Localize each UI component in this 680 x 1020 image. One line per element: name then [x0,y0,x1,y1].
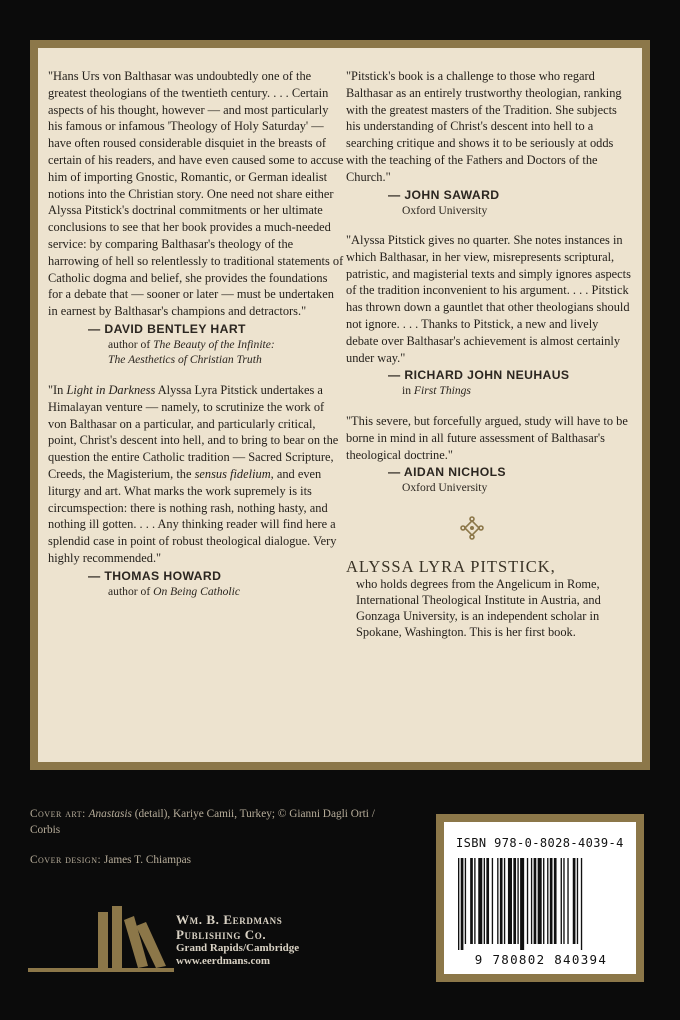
barcode-bar [478,858,482,944]
attribution-name: — RICHARD JOHN NEUHAUS [388,368,570,383]
barcode-bar [461,858,464,950]
back-cover-frame [30,40,650,770]
barcode-bar [563,858,564,944]
barcode-icon [456,858,624,950]
barcode-bar [492,858,493,944]
isbn-label: ISBN 978-0-8028-4039-4 [456,836,624,850]
barcode-box [436,814,644,982]
author-name: ALYSSA LYRA PITSTICK, [346,556,556,576]
quote-saward [346,68,632,218]
cover-art-details: (detail), Kariye Camii, Turkey; © Gianni Dagli Orti / Corbis [30,808,375,836]
publisher-website: www.eerdmans.com [176,955,271,967]
affiliation-title: First Things [413,384,471,398]
barcode-bar [531,858,532,944]
barcode-panel [444,822,636,974]
publisher-city: Grand Rapids/Cambridge [176,942,300,954]
barcode-bar [486,858,489,944]
attribution-affiliation [346,383,632,399]
attribution [346,187,632,219]
quote-segment: "Hans Urs von Balthasar was undoubtedly one of the greatest theologians of the twentieth century. . . . Certain aspects of his thought, however — and most particularly his famous or infamous 'Theology of Holy Saturday' — have often roused considerable disquiet in the breasts of certain of his readers, and have even caused some to accuse him of importing Gnostic, Romantic, or German idealist notions into the Christian story. One need not share either Alyssa Pitstick's doctrinal commitments or her ultimate conclusions to see that her book provides a much-needed service: by comparing Balthasar's theology of the harrowing of hell so relentlessly to traditional statements of Catholic dogma and belief, she provides the foundations for a debate that — sooner or later — must be undertaken in earnest by Balthasar's champions and detractors." [48,69,344,319]
left-column [48,68,344,609]
barcode-bar [497,858,498,944]
right-column [346,68,632,640]
attribution-affiliation [48,584,344,600]
barcode-bar [577,858,578,944]
attribution [346,464,632,496]
cover-design-credit [30,852,191,868]
barcode-bar [581,858,582,950]
quote-segment: and even liturgy and art. What marks the work supremely is its circumspection: there is nothing rash, nothing hasty, and nothing ill gotten. . . . Any thinking reader will find here a splendid case in point of robust theological dialogue. Very highly recommended." [48,466,337,565]
attribution [48,568,344,600]
barcode-bar [554,858,557,944]
quote-text [48,382,344,567]
affiliation-prefix: in [402,384,414,398]
barcode-bar [550,858,553,944]
cover-art-title: Anastasis [88,808,132,820]
affiliation-prefix: author of [108,337,154,351]
attribution-affiliation: Oxford University [402,481,488,495]
attribution-name: — THOMAS HOWARD [88,568,222,583]
blurb-panel [38,48,642,762]
ornament-icon [460,516,484,540]
quote-hart [48,68,344,368]
publisher-info [176,912,299,968]
barcode-bar [547,858,548,944]
barcode-bar [561,858,562,944]
quote-italic-term: sensus fidelium, [194,466,274,481]
quote-neuhaus [346,232,632,399]
barcode-bar [513,858,516,944]
publisher-name-line2: Publishing Co. [176,927,267,942]
quote-text [48,68,344,320]
affiliation-title-line2: The Aesthetics of Christian Truth [108,353,262,367]
barcode-bar [508,858,512,944]
publisher-name-line1: Wm. B. Eerdmans [176,912,283,927]
barcode-bar [465,858,466,944]
attribution-name: — JOHN SAWARD [388,187,500,202]
barcode-bar [520,858,524,950]
publisher-logo-icon [28,902,174,974]
attribution-affiliation [48,337,344,368]
quote-text: "This severe, but forcefully argued, study will have to be borne in mind in all future assessment of Balthasar's theological doctrine." [346,413,628,462]
attribution [48,321,344,368]
barcode-bar [538,858,542,944]
cover-art-label: Cover art: [30,808,86,820]
barcode-bar [534,858,537,944]
quote-italic-title: Light in Darkness [66,382,156,397]
barcode-bar [504,858,505,944]
barcode-bar [484,858,485,944]
barcode-bar [458,858,459,950]
barcode-bar [527,858,528,944]
quote-text: "Pitstick's book is a challenge to those who regard Balthasar as an entirely trustworthy theologian, ranking with the greatest masters of the Tradition. She subjects his understanding of Christ's descent into hell to a searching critique and shows it to be seriously at odds with the teaching of the Fathers and Doctors of the Church." [346,69,622,184]
cover-art-credit [30,806,390,838]
barcode-bar [543,858,544,944]
attribution-name: — DAVID BENTLEY HART [88,321,246,336]
barcode-bar [573,858,576,944]
quote-segment: "In [48,382,67,397]
quote-nichols [346,413,632,496]
quote-howard [48,382,344,599]
barcode-bar [474,858,475,944]
barcode-bar [470,858,473,944]
attribution-name: — AIDAN NICHOLS [388,465,506,480]
barcode-bar [500,858,503,944]
cover-design-label: Cover design: [30,854,102,866]
affiliation-title: The Beauty of the Infinite: [153,337,275,351]
affiliation-prefix: author of [108,584,154,598]
barcode-digits: 9 780802 840394 [474,952,608,967]
barcode-bar [567,858,568,944]
barcode-bar [517,858,518,944]
quote-text: "Alyssa Pitstick gives no quarter. She notes instances in which Balthasar, in her view, misrepresents scriptural, patristic, and magisterial texts and simply ignores aspects of the tradition inconvenient to his argument. . . . Pitstick has thrown down a gauntlet that other theologians should not ignore. . . . Thanks to Pitstick, a new and lively debate over Balthasar's achievement is almost certainly under way." [346,233,631,365]
quote-segment: Alyssa Lyra Pitstick undertakes a Himalayan venture — namely, to scrutinize the work of von Balthasar on a particular, and particularly critical, point, Christ's descent into hell, and to bring to bear on the question the entire Catholic tradition — Sacred Scripture, Creeds, the Magisterium, the [48,382,339,481]
attribution [346,367,632,399]
attribution-affiliation: Oxford University [402,203,488,217]
author-bio: who holds degrees from the Angelicum in Rome, International Theological Institute in Austria, and Gonzaga University, is an independent scholar in Spokane, Washington. This is her first book. [356,576,601,639]
cover-design-name: James T. Chiampas [101,854,192,866]
affiliation-title: On Being Catholic [153,584,241,598]
